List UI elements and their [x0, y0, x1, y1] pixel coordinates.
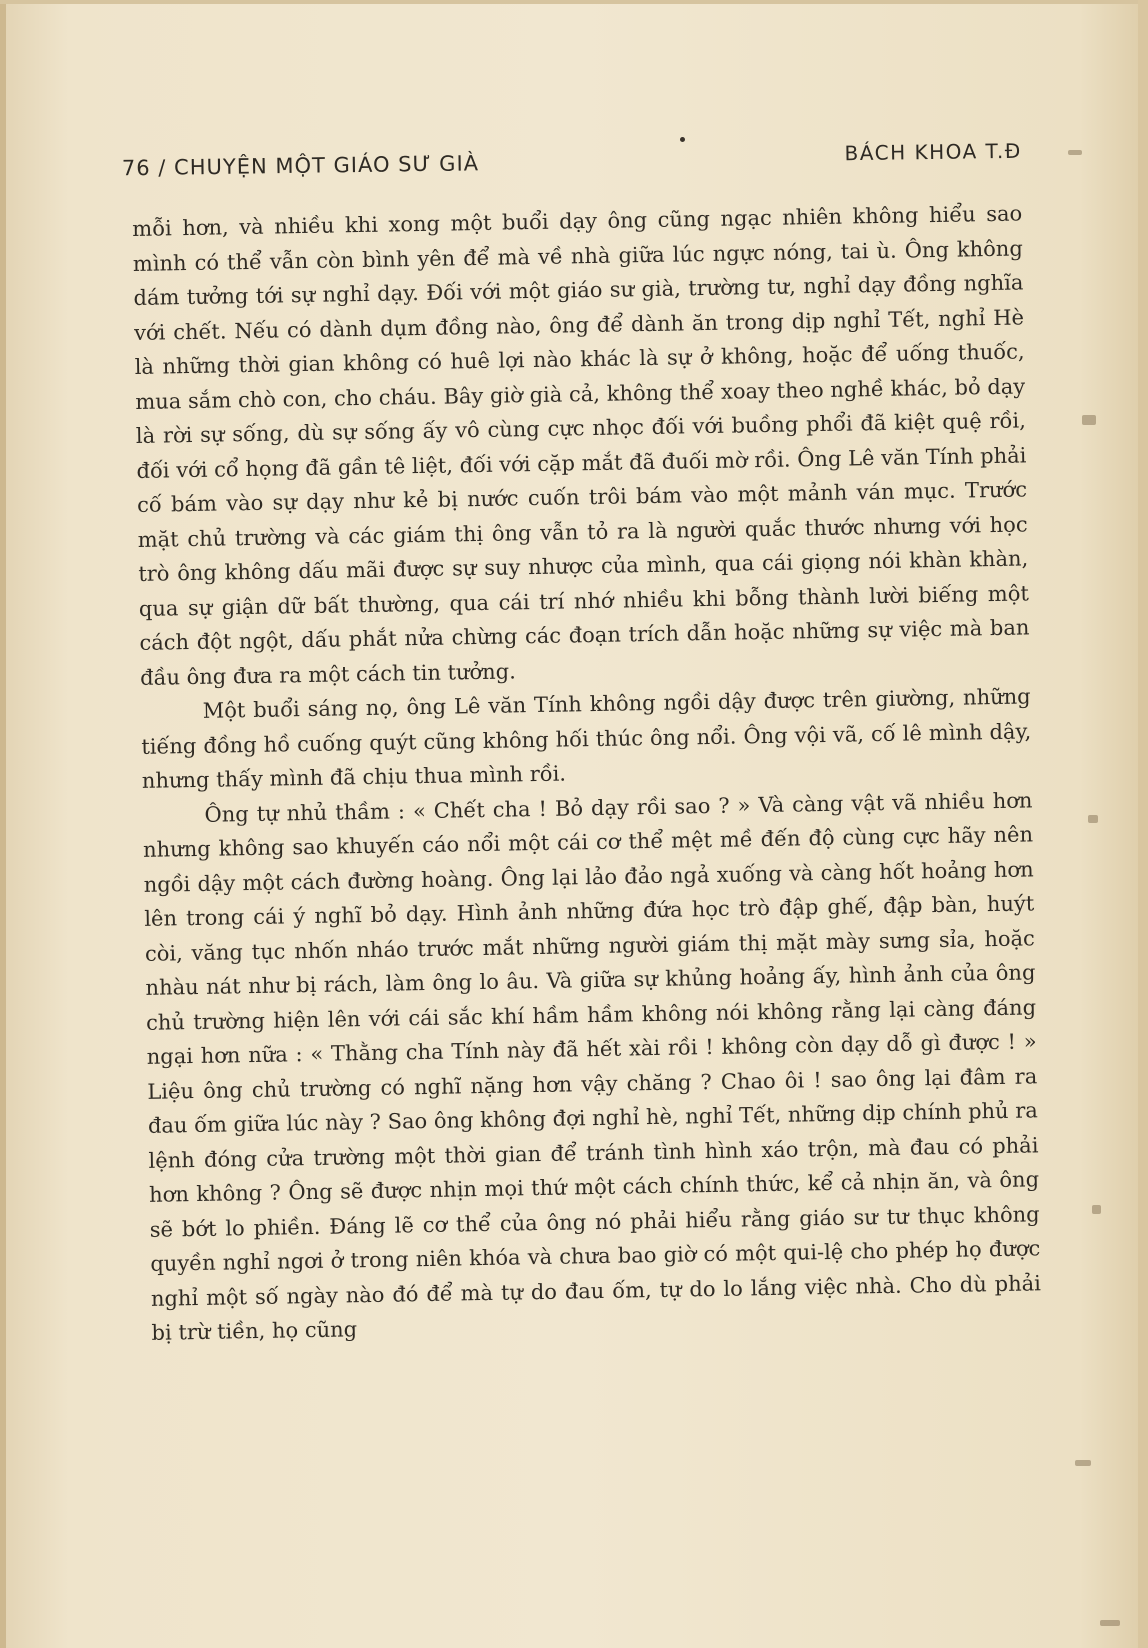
page-right-edge [1138, 0, 1148, 1648]
margin-mark [1082, 415, 1096, 425]
margin-mark [1068, 150, 1082, 155]
running-head: 76 / CHUYỆN MỘT GIÁO SƯ GIÀ [121, 151, 480, 181]
page-top-edge [0, 0, 1148, 4]
page-left-edge [0, 0, 6, 1648]
ink-dot [680, 137, 685, 142]
margin-mark [1100, 1620, 1120, 1626]
journal-name: BÁCH KHOA T.Đ [844, 138, 1022, 166]
paragraph-2: Một buổi sáng nọ, ông Lê văn Tính không ngồi dậy được trên giường, những tiếng đồng hồ cuống quýt cũng không hối thúc ông nổi. Ông vội vã, cố lê mình dậy, nhưng thấy mình đã chịu thua mình rồi. [141, 684, 1032, 793]
body-text [132, 196, 1042, 1350]
margin-mark [1088, 815, 1098, 823]
page-header [121, 138, 1022, 197]
margin-mark [1075, 1460, 1091, 1466]
paragraph-3: Ông tự nhủ thầm : « Chết cha ! Bỏ dạy rồi sao ? » Và càng vật vã nhiều hơn nhưng không sao khuyến cáo nổi một cái cơ thể mệt mề đến độ cùng cực hãy nên ngồi dậy một cách đường hoàng. Ông lại lảo đảo ngả xuống và càng hốt hoảng hơn lên trong cái ý nghĩ bỏ dạy. Hình ảnh những đứa học trò đập ghế, đập bàn, huýt còi, văng tục nhốn nháo trước mắt những người giám thị mặt mày sưng sỉa, hoặc nhàu nát như bị rách, làm ông lo âu. Và giữa sự khủng hoảng ấy, hình ảnh của ông chủ trường hiện lên với cái sắc khí hầm hầm không nói không rằng lại càng đáng ngại hơn nữa : « Thằng cha Tính này đã hết xài rồi ! không còn dạy dỗ gì được ! » Liệu ông chủ trường có nghĩ nặng hơn vậy chăng ? Chao ôi ! sao ông lại đâm ra đau ốm giữa lúc này ? Sao ông không đợi nghỉ hè, nghỉ Tết, những dịp chính phủ ra lệnh đóng cửa trường một thời gian để tránh tình hình xáo trộn, mà đau có phải hơn không ? Ông sẽ được nhịn mọi thứ một cách chính thức, kể cả nhịn ăn, và ông sẽ bớt lo phiền. Đáng lẽ cơ thể của ông nó phải hiểu rằng giáo sư tư thục không quyền nghỉ ngơi ở trong niên khóa và chưa bao giờ có một qui-lệ cho phép họ được nghỉ một số ngày nào đó để mà tự do đau ốm, tự do lo lắng việc nhà. Cho dù phải bị trừ tiền, họ cũng [142, 787, 1042, 1345]
paragraph-1: mỗi hơn, và nhiều khi xong một buổi dạy ông cũng ngạc nhiên không hiểu sao mình có thể vẫn còn bình yên để mà về nhà giữa lúc ngực nóng, tai ù. Ông không dám tưởng tới sự nghỉ dạy. Đối với một giáo sư già, trường tư, nghỉ dạy đồng nghĩa với chết. Nếu có dành dụm đồng nào, ông để dành ăn trong dịp nghỉ Tết, nghỉ Hè là những thời gian không có huê lợi nào khác là sự ở không, hoặc để uống thuốc, mua sắm chò con, cho cháu. Bây giờ già cả, không thể xoay theo nghề khác, bỏ dạy là rời sự sống, dù sự sống ấy vô cùng cực nhọc đối với buồng phổi đã kiệt quệ rồi, đối với cổ họng đã gần tê liệt, đối với cặp mắt đã đuối mờ rồi. Ông Lê văn Tính phải cố bám vào sự dạy như kẻ bị nước cuốn trôi bám vào một mảnh ván mục. Trước mặt chủ trường và các giám thị ông vẫn tỏ ra là người quắc thước nhưng với học trò ông không dấu mãi được sự suy nhược của mình, qua cái giọng nói khàn khàn, qua sự giận dữ bất thường, qua cái trí nhớ nhiều khi bỗng thành lười biếng một cách đột ngột, dấu phắt nửa chừng các đoạn trích dẫn hoặc những sự việc mà ban đầu ông đưa ra một cách tin tưởng. [132, 201, 1030, 690]
margin-mark [1092, 1205, 1101, 1214]
